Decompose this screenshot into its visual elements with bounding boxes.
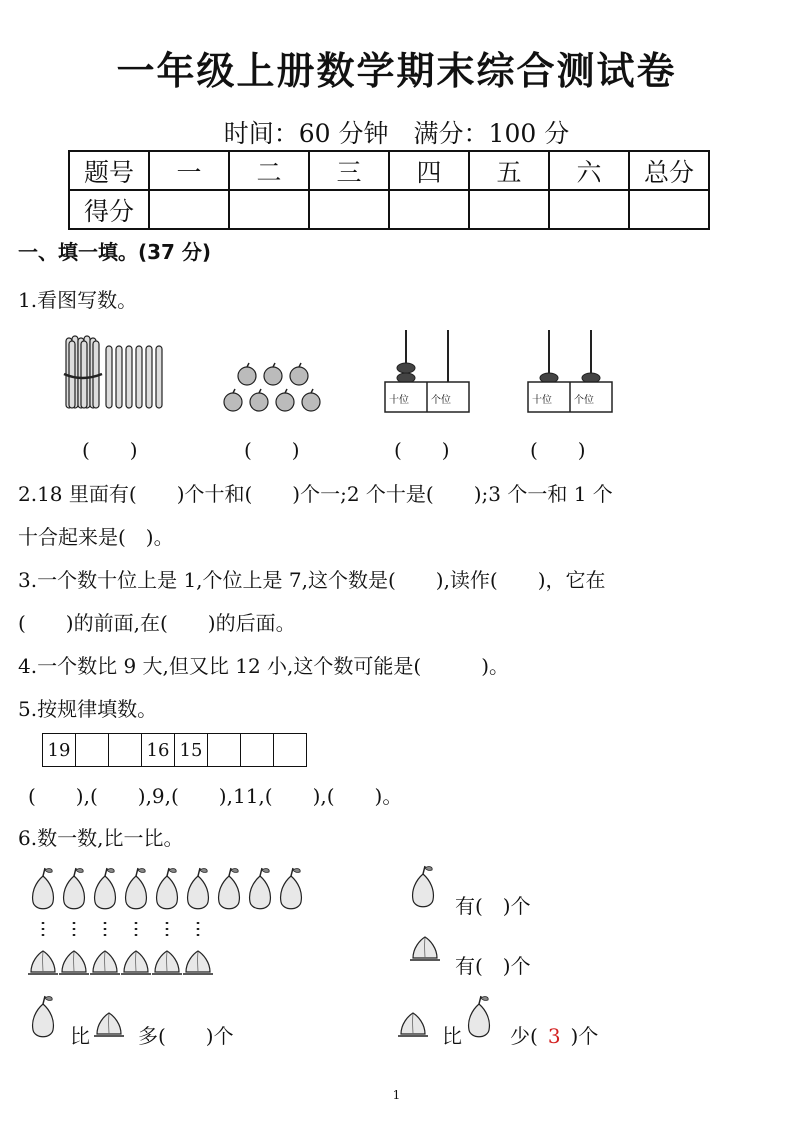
question-1-text: 1.看图写数。 bbox=[18, 288, 138, 312]
score-cell[interactable] bbox=[469, 190, 549, 229]
peach-icon bbox=[398, 1008, 430, 1040]
peach-count: 有( )个 bbox=[455, 954, 531, 978]
compare-less-text bbox=[510, 1020, 598, 1049]
sticks-bundle-icon bbox=[62, 332, 167, 412]
score-table-header-row bbox=[69, 151, 709, 190]
sequence-cell[interactable] bbox=[208, 734, 241, 767]
sequence-cell[interactable] bbox=[109, 734, 142, 767]
compare-less-suffix: )个 bbox=[570, 1024, 599, 1048]
question-2-line-2: 十合起来是( )。 bbox=[18, 525, 174, 549]
question-6-text: 6.数一数,比一比。 bbox=[18, 826, 184, 850]
compare-more-text: 多( )个 bbox=[138, 1024, 234, 1048]
sequence-cell: 15 bbox=[175, 734, 208, 767]
pears-row-icon bbox=[28, 864, 313, 916]
question-4: 4.一个数比 9 大,但又比 12 小,这个数可能是( )。 bbox=[18, 654, 510, 678]
question-3-line-2: ( )的前面,在( )的后面。 bbox=[18, 611, 296, 635]
pear-icon bbox=[464, 992, 496, 1042]
abacus-ones-label: 个位 bbox=[431, 395, 451, 406]
header-cell: 五 bbox=[469, 151, 549, 190]
answer-blank[interactable]: ( ) bbox=[244, 438, 300, 462]
pear-icon bbox=[28, 992, 60, 1042]
number-sequence-boxes bbox=[42, 733, 307, 767]
score-cell[interactable] bbox=[629, 190, 709, 229]
answer-blank[interactable]: ( ) bbox=[530, 438, 586, 462]
header-cell: 二 bbox=[229, 151, 309, 190]
pear-count: 有( )个 bbox=[455, 894, 531, 918]
answer-blank[interactable]: ( ) bbox=[394, 438, 450, 462]
abacus-tens-label: 十位 bbox=[532, 395, 552, 406]
handwritten-answer[interactable]: 3 bbox=[547, 1024, 561, 1048]
row-label-cell: 得分 bbox=[69, 190, 149, 229]
answer-blank[interactable]: ( ) bbox=[82, 438, 138, 462]
exam-info: 时间：60 分钟 满分：100 分 bbox=[223, 119, 570, 148]
compare-bi-text: 比 bbox=[442, 1024, 462, 1048]
peach-icon bbox=[410, 932, 442, 964]
score-cell[interactable] bbox=[309, 190, 389, 229]
sequence-cell[interactable] bbox=[274, 734, 307, 767]
header-cell: 四 bbox=[389, 151, 469, 190]
abacus-ones-label: 个位 bbox=[574, 395, 594, 406]
score-table-score-row bbox=[69, 190, 709, 229]
section-heading: 一、填一填。(37 分) bbox=[18, 240, 212, 264]
pear-icon bbox=[408, 862, 440, 912]
apples-icon bbox=[222, 362, 328, 416]
page-number: 1 bbox=[392, 1088, 401, 1102]
header-cell: 六 bbox=[549, 151, 629, 190]
question-5-answer-line: ( ),( ),9,( ),11,( ),( )。 bbox=[28, 784, 403, 808]
sequence-cell: 19 bbox=[43, 734, 76, 767]
page-title: 一年级上册数学期末综合测试卷 bbox=[116, 49, 677, 93]
compare-bi-text: 比 bbox=[70, 1024, 90, 1048]
score-cell[interactable] bbox=[149, 190, 229, 229]
score-table bbox=[68, 150, 710, 230]
question-2-line-1: 2.18 里面有( )个十和( )个一;2 个十是( );3 个一和 1 个 bbox=[18, 482, 613, 506]
matching-dotted-lines bbox=[28, 920, 228, 942]
score-cell[interactable] bbox=[229, 190, 309, 229]
peaches-row-icon bbox=[28, 946, 218, 978]
question-3-line-1: 3.一个数十位上是 1,个位上是 7,这个数是( ),读作( )，它在 bbox=[18, 568, 606, 592]
peach-icon bbox=[94, 1008, 126, 1040]
sequence-cell[interactable] bbox=[241, 734, 274, 767]
header-cell: 一 bbox=[149, 151, 229, 190]
score-cell[interactable] bbox=[389, 190, 469, 229]
compare-less-prefix: 少( bbox=[510, 1024, 538, 1048]
header-cell: 题号 bbox=[69, 151, 149, 190]
sequence-cell: 16 bbox=[142, 734, 175, 767]
score-cell[interactable] bbox=[549, 190, 629, 229]
abacus-tens-label: 十位 bbox=[389, 395, 409, 406]
header-cell: 总分 bbox=[629, 151, 709, 190]
sequence-cell[interactable] bbox=[76, 734, 109, 767]
header-cell: 三 bbox=[309, 151, 389, 190]
question-5-text: 5.按规律填数。 bbox=[18, 697, 158, 721]
